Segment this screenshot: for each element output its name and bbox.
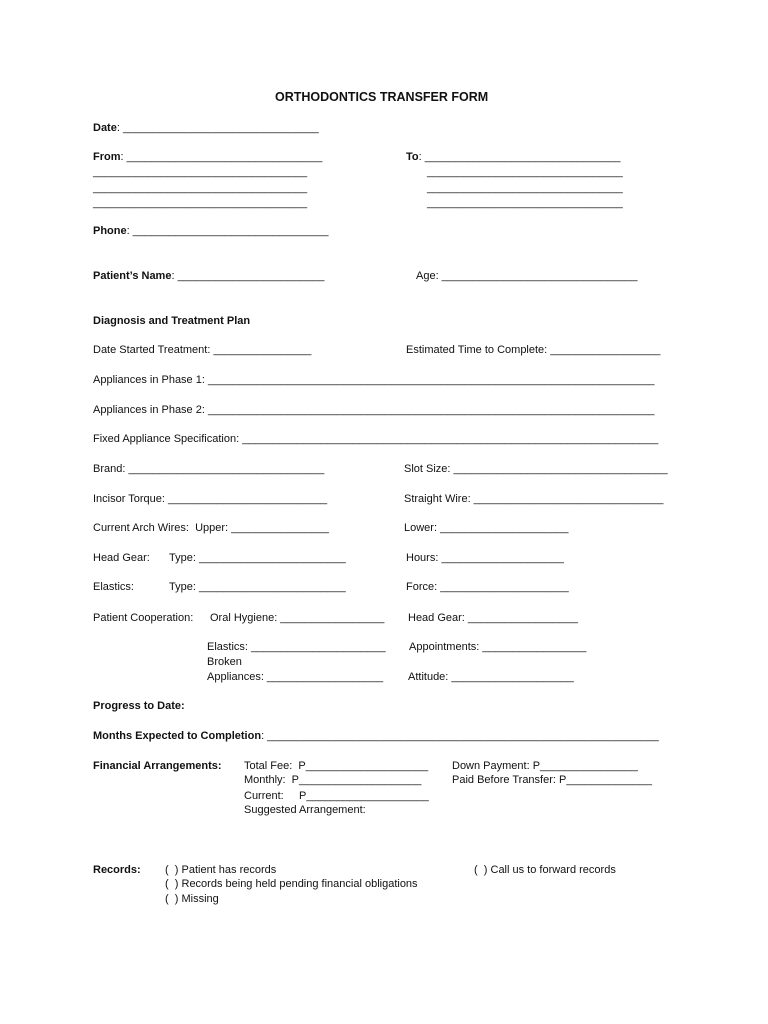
to-label: To: [406, 151, 419, 163]
financial-heading: Financial Arrangements:: [93, 760, 222, 772]
from-line-2[interactable]: ___________________________________: [93, 182, 308, 194]
date-blank: : ________________________________: [116, 122, 319, 134]
paid-before-transfer-field[interactable]: Paid Before Transfer: P______________: [452, 774, 652, 786]
head-gear-label: Head Gear:: [93, 552, 150, 564]
months-expected-label: Months Expected to Completion: [93, 730, 262, 742]
current-field[interactable]: Current: P____________________: [244, 790, 429, 802]
elastics-type-field[interactable]: Type: ________________________: [169, 581, 346, 593]
cooperation-elastics-field[interactable]: Elastics: ______________________: [207, 641, 386, 653]
total-fee-field[interactable]: Total Fee: P____________________: [244, 760, 429, 772]
to-line-2[interactable]: ________________________________: [427, 182, 623, 194]
appliances-phase2-field[interactable]: Appliances in Phase 2: _________________________________________________________________________: [93, 404, 655, 416]
from-line-3[interactable]: ___________________________________: [93, 197, 308, 209]
from-line-1[interactable]: ___________________________________: [93, 166, 308, 178]
suggested-arrangement-label: Suggested Arrangement:: [244, 804, 366, 816]
date-label: Date: [93, 122, 117, 134]
down-payment-field[interactable]: Down Payment: P________________: [452, 760, 638, 772]
to-field[interactable]: [406, 150, 621, 164]
from-blank: : ________________________________: [120, 151, 323, 163]
arch-wires-lower-field[interactable]: Lower: _____________________: [404, 522, 569, 534]
force-field[interactable]: Force: _____________________: [406, 581, 569, 593]
oral-hygiene-field[interactable]: Oral Hygiene: _________________: [210, 612, 385, 624]
to-line-1[interactable]: ________________________________: [427, 166, 623, 178]
hours-field[interactable]: Hours: ____________________: [406, 552, 564, 564]
phone-label: Phone: [93, 225, 127, 237]
date-started-field[interactable]: Date Started Treatment: ________________: [93, 344, 312, 356]
phone-field[interactable]: [93, 224, 329, 238]
months-expected-field[interactable]: [93, 729, 659, 743]
brand-field[interactable]: Brand: ________________________________: [93, 463, 325, 475]
attitude-field[interactable]: Attitude: ____________________: [408, 671, 574, 683]
patient-name-blank: : ________________________: [171, 270, 325, 282]
records-option-held-pending[interactable]: ( ) Records being held pending financial obligations: [165, 878, 418, 890]
slot-size-field[interactable]: Slot Size: ___________________________________: [404, 463, 668, 475]
age-field[interactable]: Age: ________________________________: [416, 270, 638, 282]
phone-blank: : ________________________________: [126, 225, 329, 237]
to-blank: : ________________________________: [418, 151, 621, 163]
appointments-field[interactable]: Appointments: _________________: [409, 641, 587, 653]
incisor-torque-field[interactable]: Incisor Torque: __________________________: [93, 493, 328, 505]
patient-name-label: Patient’s Name: [93, 270, 172, 282]
progress-heading: Progress to Date:: [93, 700, 185, 712]
from-field[interactable]: [93, 150, 322, 164]
records-heading: Records:: [93, 864, 141, 876]
form-title: ORTHODONTICS TRANSFER FORM: [275, 90, 489, 104]
from-label: From: [93, 151, 121, 163]
broken-label: Broken: [207, 656, 242, 668]
months-expected-blank: : ________________________________________________________________: [261, 730, 659, 742]
estimated-time-field[interactable]: Estimated Time to Complete: __________________: [406, 344, 661, 356]
monthly-field[interactable]: Monthly: P____________________: [244, 774, 422, 786]
cooperation-label: Patient Cooperation:: [93, 612, 194, 624]
cooperation-head-gear-field[interactable]: Head Gear: __________________: [408, 612, 579, 624]
broken-appliances-field[interactable]: Appliances: ___________________: [207, 671, 384, 683]
diagnosis-heading: Diagnosis and Treatment Plan: [93, 315, 251, 327]
records-option-has-records[interactable]: ( ) Patient has records: [165, 864, 277, 876]
to-line-3[interactable]: ________________________________: [427, 197, 623, 209]
records-option-missing[interactable]: ( ) Missing: [165, 893, 219, 905]
head-gear-type-field[interactable]: Type: ________________________: [169, 552, 346, 564]
arch-wires-upper-field[interactable]: Current Arch Wires: Upper: ________________: [93, 522, 330, 534]
straight-wire-field[interactable]: Straight Wire: _______________________________: [404, 493, 664, 505]
appliances-phase1-field[interactable]: Appliances in Phase 1: _________________________________________________________________________: [93, 374, 655, 386]
fixed-appliance-field[interactable]: Fixed Appliance Specification: ____________________________________________________________________: [93, 433, 659, 445]
date-field[interactable]: [93, 121, 319, 135]
elastics-label: Elastics:: [93, 581, 134, 593]
records-option-call-forward[interactable]: ( ) Call us to forward records: [474, 864, 616, 876]
patient-name-field[interactable]: [93, 269, 324, 283]
